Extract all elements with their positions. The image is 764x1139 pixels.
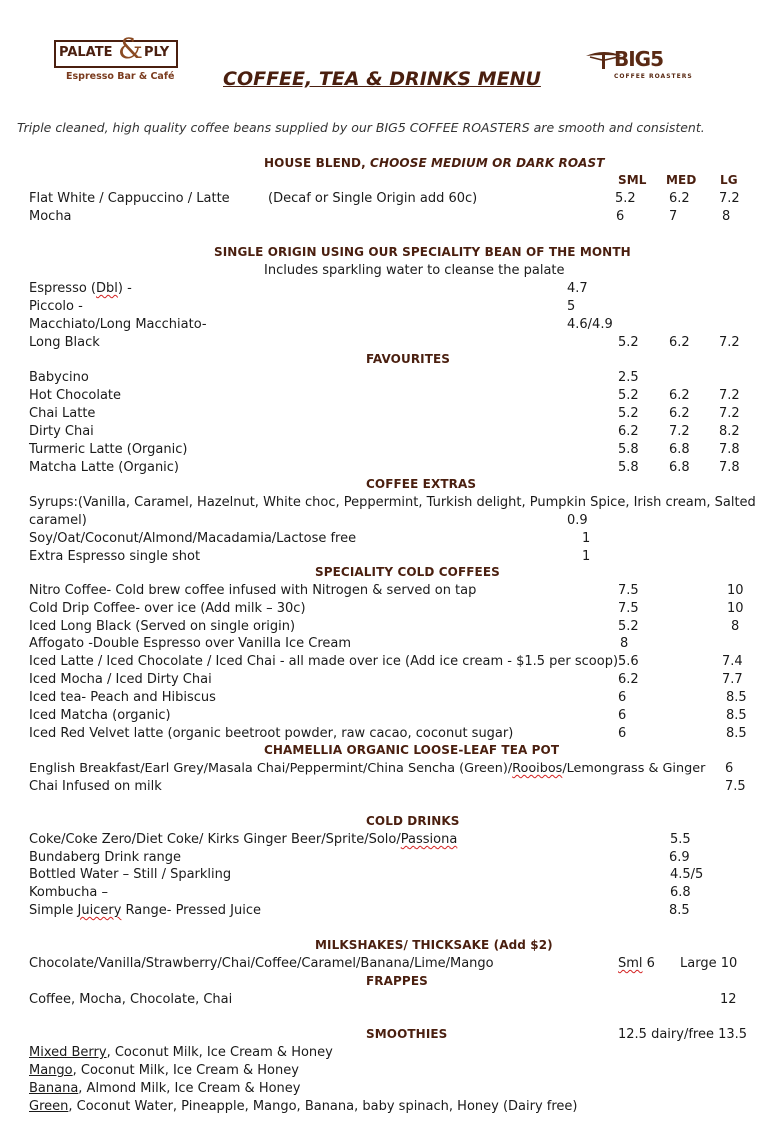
price-lg: 7.2: [719, 191, 740, 206]
price: 0.9: [567, 513, 588, 528]
item-name: Simple Juicery Range- Pressed Juice: [29, 903, 261, 918]
smoothie-item: Mango, Coconut Milk, Ice Cream & Honey: [29, 1063, 299, 1078]
price-med: 6.2: [669, 335, 690, 350]
price-lg: 7.8: [719, 442, 740, 457]
price-sml: Sml 6: [618, 956, 655, 971]
item-name: Iced Latte / Iced Chocolate / Iced Chai - all made over ice (Add ice cream - $1.5 per scoop): [29, 654, 619, 669]
price-med: 7.2: [669, 424, 690, 439]
cold-coffees-heading: SPECIALITY COLD COFFEES: [315, 565, 500, 579]
col-sml: SML: [618, 173, 647, 187]
smoothie-item: Green, Coconut Water, Pineapple, Mango, Banana, baby spinach, Honey (Dairy free): [29, 1099, 578, 1114]
item-name: Bottled Water – Still / Sparkling: [29, 867, 232, 882]
item-name: Hot Chocolate: [29, 388, 122, 403]
item-name: Flat White / Cappuccino / Latte: [29, 191, 230, 206]
price-sml: 5.2: [618, 335, 639, 350]
price-a: 6.2: [618, 672, 639, 687]
price: 4.7: [567, 281, 588, 296]
frappes-heading: FRAPPES: [366, 974, 428, 988]
tea-heading: CHAMELLIA ORGANIC LOOSE-LEAF TEA POT: [264, 743, 560, 757]
price: 6: [725, 761, 734, 776]
price-med: 6.2: [669, 191, 690, 206]
item-name: Matcha Latte (Organic): [29, 460, 180, 475]
price-med: 6.8: [669, 442, 690, 457]
item-name: Bundaberg Drink range: [29, 850, 182, 865]
price: 12: [720, 992, 737, 1007]
price-med: 6.2: [669, 406, 690, 421]
price-a: 7.5: [618, 601, 639, 616]
price-b: 8.5: [726, 690, 747, 705]
price-lg: 7.2: [719, 335, 740, 350]
price-sml: 5.2: [618, 388, 639, 403]
milkshakes-heading: MILKSHAKES/ THICKSAKE (Add $2): [315, 938, 553, 952]
extras-heading: COFFEE EXTRAS: [366, 477, 477, 491]
single-origin-heading: SINGLE ORIGIN USING OUR SPECIALITY BEAN OF THE MONTH: [214, 245, 631, 259]
page-title: COFFEE, TEA & DRINKS MENU: [223, 68, 541, 90]
item-name: Iced Mocha / Iced Dirty Chai: [29, 672, 212, 687]
item-name: Affogato -Double Espresso over Vanilla Ice Cream: [29, 636, 352, 651]
price: 7.5: [725, 779, 746, 794]
price-b: 7.7: [722, 672, 743, 687]
item-note: (Decaf or Single Origin add 60c): [268, 191, 478, 206]
price-sml: 5.2: [618, 406, 639, 421]
price-sml: 5.8: [618, 460, 639, 475]
price-sml: 5.2: [615, 191, 636, 206]
price-sml: 6: [616, 209, 625, 224]
price-b: 8.5: [726, 708, 747, 723]
price-lg: 7.2: [719, 388, 740, 403]
item-name: Cold Drip Coffee- over ice (Add milk – 30c): [29, 601, 306, 616]
item-name: Nitro Coffee- Cold brew coffee infused with Nitrogen & served on tap: [29, 583, 477, 598]
price: 5.5: [670, 832, 691, 847]
price-b: 7.4: [722, 654, 743, 669]
item-name: Coke/Coke Zero/Diet Coke/ Kirks Ginger Beer/Sprite/Solo/Passiona: [29, 832, 458, 847]
price: 1: [582, 549, 591, 564]
item-name: Chocolate/Vanilla/Strawberry/Chai/Coffee/Caramel/Banana/Lime/Mango: [29, 956, 494, 971]
item-name: Iced Red Velvet latte (organic beetroot powder, raw cacao, coconut sugar): [29, 726, 514, 741]
price-a: 6: [618, 726, 627, 741]
price-sml: 5.8: [618, 442, 639, 457]
item-name: Iced Matcha (organic): [29, 708, 171, 723]
item-name: Extra Espresso single shot: [29, 549, 201, 564]
price-a: 7.5: [618, 583, 639, 598]
price-lg: 7.2: [719, 406, 740, 421]
smoothies-heading: SMOOTHIES: [366, 1027, 448, 1041]
logo-subtitle: Espresso Bar & Café: [66, 71, 175, 82]
big5-logo-text: BIG5: [614, 47, 664, 71]
price-lg: Large 10: [680, 956, 738, 971]
item-name: Coffee, Mocha, Chocolate, Chai: [29, 992, 233, 1007]
item-name: Chai Latte: [29, 406, 96, 421]
item-name: Dirty Chai: [29, 424, 94, 439]
price-med: 6.8: [669, 460, 690, 475]
logo-name-b: PLY: [144, 45, 170, 60]
price: 8.5: [669, 903, 690, 918]
logo-ampersand: &: [118, 32, 143, 65]
price: 4.5/5: [670, 867, 704, 882]
item-name: Espresso (Dbl) -: [29, 281, 132, 296]
price-b: 10: [727, 601, 744, 616]
price-sml: 2.5: [618, 370, 639, 385]
price-med: 7: [669, 209, 678, 224]
item-name: Turmeric Latte (Organic): [29, 442, 188, 457]
price-lg: 8: [722, 209, 731, 224]
price-a: 8: [620, 636, 629, 651]
price-lg: 8.2: [719, 424, 740, 439]
favourites-heading: FAVOURITES: [366, 352, 451, 366]
price: 1: [582, 531, 591, 546]
price: 6.9: [669, 850, 690, 865]
smoothie-item: Banana, Almond Milk, Ice Cream & Honey: [29, 1081, 301, 1096]
price-a: 6: [618, 708, 627, 723]
item-name: Iced Long Black (Served on single origin): [29, 619, 296, 634]
item-name: Babycino: [29, 370, 89, 385]
cold-drinks-heading: COLD DRINKS: [366, 814, 460, 828]
syrups-line: Syrups:(Vanilla, Caramel, Hazelnut, White choc, Peppermint, Turkish delight, Pumpkin Spice, Irish cream, Salted: [29, 495, 756, 510]
price-b: 10: [727, 583, 744, 598]
intro-text: Triple cleaned, high quality coffee beans supplied by our BIG5 COFFEE ROASTERS are smooth and consistent.: [17, 120, 705, 135]
logo-name-a: PALATE: [59, 45, 113, 60]
price-b: 8.5: [726, 726, 747, 741]
price-sml: 6.2: [618, 424, 639, 439]
syrups-line-2: caramel): [29, 513, 87, 528]
smoothies-price: 12.5 dairy/free 13.5: [618, 1027, 748, 1042]
item-name: English Breakfast/Earl Grey/Masala Chai/Peppermint/China Sencha (Green)/Rooibos/Lemongrass & Ginger: [29, 761, 706, 776]
house-heading: HOUSE BLEND, CHOOSE MEDIUM OR DARK ROAST: [264, 156, 605, 170]
big5-logo-sub: COFFEE ROASTERS: [614, 73, 693, 80]
single-origin-sub: Includes sparkling water to cleanse the palate: [264, 263, 565, 278]
item-name: Iced tea- Peach and Hibiscus: [29, 690, 216, 705]
item-name: Chai Infused on milk: [29, 779, 162, 794]
item-name: Mocha: [29, 209, 72, 224]
price-a: 6: [618, 690, 627, 705]
col-lg: LG: [720, 173, 738, 187]
price-b: 8: [731, 619, 740, 634]
smoothie-item: Mixed Berry, Coconut Milk, Ice Cream & Honey: [29, 1045, 333, 1060]
price-a: 5.2: [618, 619, 639, 634]
item-name: Soy/Oat/Coconut/Almond/Macadamia/Lactose free: [29, 531, 357, 546]
price-a: 5.6: [618, 654, 639, 669]
price-lg: 7.8: [719, 460, 740, 475]
price-med: 6.2: [669, 388, 690, 403]
price: 4.6/4.9: [567, 317, 613, 332]
item-name: Kombucha –: [29, 885, 108, 900]
item-name: Long Black: [29, 335, 100, 350]
price: 6.8: [670, 885, 691, 900]
price: 5: [567, 299, 576, 314]
col-med: MED: [666, 173, 697, 187]
item-name: Piccolo -: [29, 299, 83, 314]
item-name: Macchiato/Long Macchiato-: [29, 317, 207, 332]
